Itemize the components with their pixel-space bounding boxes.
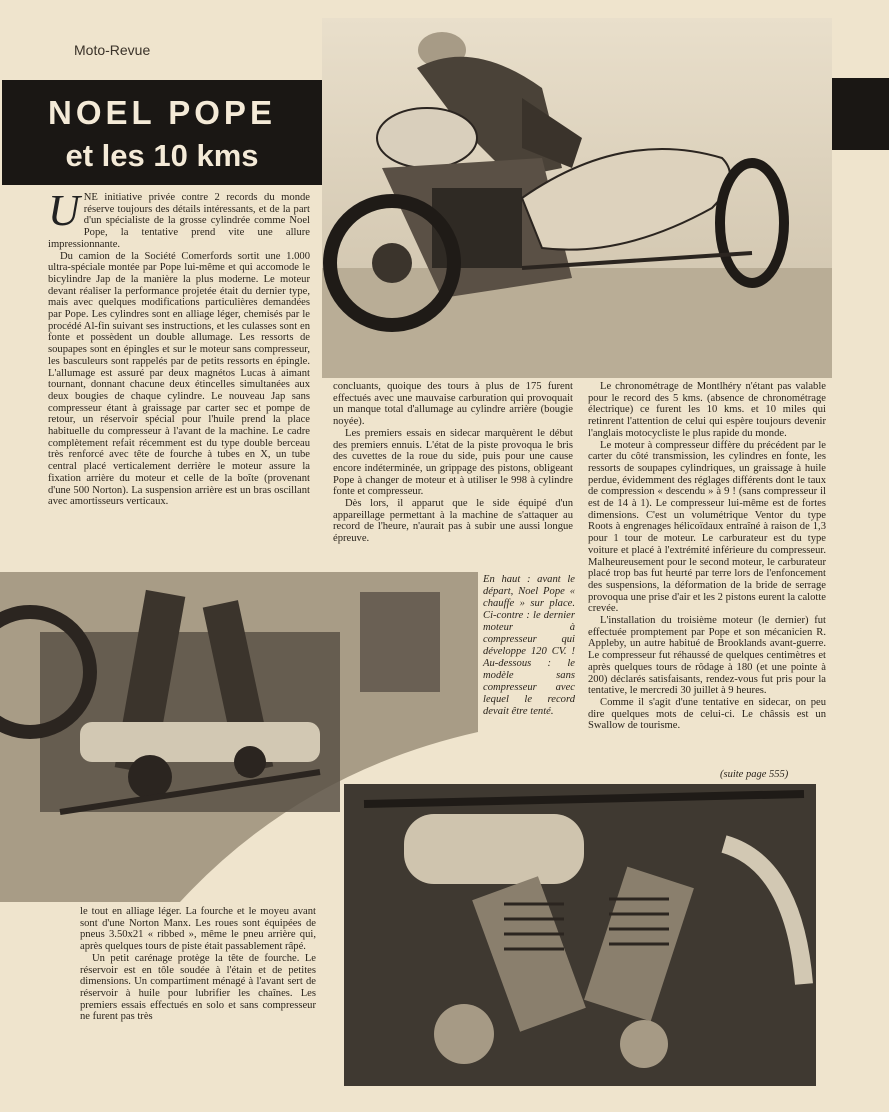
sidecar-photo [322,18,832,378]
text-column-2 [333,381,573,545]
paragraph: Le chronométrage de Montlhéry n'étant pas valable pour le record des 5 kms. (absence de chronométrage électrique) ce furent les 10 kms. et 10 miles qui retinrent l'attention de celui qui espère toujours devenir l'anglais motocycliste le plus rapide du monde. [588,381,826,439]
paragraph: Comme il s'agit d'une tentative en sidecar, on peu dire quelques mots de celui-ci. Le châssis est un Swallow de tourisme. [588,696,826,732]
caption-text: En haut : avant le départ, Noel Pope « chauffe » sur place. Ci-contre : le dernier moteur à compresseur qui développe 120 CV. ! Au-dessous : le modèle sans compresseur avec lequel le record devait être tenté. [483,574,575,717]
unsupercharged-engine-photo [344,784,816,1086]
drop-cap: U [48,186,80,235]
photo-caption [483,574,575,718]
running-head: Moto-Revue [74,42,151,58]
paragraph: L'installation du troisième moteur (le dernier) fut effectuée promptement par Pope et son mécanicien R. Appleby, un autre habitué de Brooklands avant-guerre. Le compresseur fut réhaussé de quelques centimètres et après quelques tours de rôdage à 180 (et une pointe à 200) déclarés satisfaisants, rendez-vous fut pris pour la tentative, le mercredi 30 juillet à 9 heures. [588,615,826,697]
paragraph: Le moteur à compresseur diffère du précédent par le carter du côté transmission, les cylindres en fonte, les ressorts de soupapes cylindriques, un graissage à huile perdue, évidemment des réglages différents dont le taux de compression « descendu » à 9 ! (sans compresseur il est de 14 à 1). Le compresseur lui-même est de fortes dimensions. C'est un volumétrique Ventor du type Roots à engrenages hélicoïdaux entraîné à raison de 1,3 pour 1 tour de moteur. Le carburateur est du type voiture et placé à l'extrémité inférieure du compresseur. Malheureusement pour le second moteur, le carburateur placé trop bas fut heurté par terre lors de l'enfoncement des suspensions, la déformation de la bride de serrage provoqua une prise d'air et les 2 pistons eurent la calotte crevée. [588,439,826,615]
paragraph: Les premiers essais en sidecar marquèrent le début des premiers ennuis. L'état de la piste provoqua le bris des cuvettes de la roue du side, puis pour une cause encore indéterminée, un grippage des pistons, obligeant Pope à changer de moteur et à utiliser le 998 à cylindre fonte et compresseur. [333,427,573,498]
text-column-3 [588,381,826,732]
paragraph: le tout en alliage léger. La fourche et le moyeu avant sont d'une Norton Manx. Les roues sont équipées de pneus 3.50x21 « ribbed », même le pneu arrière qui, après quelques tours de piste était passablement râpé. [80,906,316,953]
paragraph: Dès lors, il apparut que le side équipé d'un appareillage permettant à la machine de s'attaquer au record de l'heure, n'aurait pas à subir une aussi longue épreuve. [333,498,573,545]
paragraph: Du camion de la Société Comerfords sortit une 1.000 ultra-spéciale montée par Pope lui-même et qui accomode le bicylindre Jap de la manière la plus moderne. Le moteur devant réaliser la performance projetée était du dernier type, mais avec quelques modifications particulières demandées par Pope. Les cylindres sont en alliage léger, chemisés par le procédé Al-fin suivant ses instructions, et les culasses sont en fonte et possèdent un double allumage. Les ressorts de soupapes sont en épingles et sur le moteur sans compresseur, les basculeurs sont rappelés par de petits ressorts en épingle. L'allumage est assuré par deux magnétos Lucas à aimant tournant, donnant chacune deux étincelles simultanées aux deux bougies de chaque cylindre. Le nouveau Jap sans compresseur étant à graissage par carter sec et pompe de retour, un réservoir spécial pour l'huile prend la place habituelle du compresseur à l'avant de la machine. Le cadre complètement refait récemment est du type double berceau très renforcé avec tête de fourche à tubes en X, un tube central placé verticalement derrière le moteur assure la fixation arrière du moteur et celle de la boîte (provenant d'une 500 Norton). La suspension arrière est un bras oscillant avec amortisseurs verticaux. [48,250,310,508]
article-subtitle: et les 10 kms [65,138,259,173]
continued-note: (suite page 555) [720,769,789,780]
paragraph: Un petit carénage protège la tête de fourche. Le réservoir est en tôle soudée à l'étain et de petites dimensions. Un compartiment ménagé à l'avant sert de réservoir à huile pour lubrifier les chaînes. Les premiers essais effectués en solo et sans compresseur ne furent pas très [80,952,316,1023]
text-column-4 [80,906,316,1023]
edge-tab [826,78,889,150]
paragraph: concluants, quoique des tours à plus de 175 furent effectués avec une mauvaise carburation qui provoquait un manque total d'allumage au cylindre arrière (bougie noyée). [333,381,573,428]
article-title: NOEL POPE [48,94,276,131]
paragraph: NE initiative privée contre 2 records du monde réserve toujours des détails intéressants, et de la part d'un spécialiste de la grosse cylindrée comme Noel Pope, la tentative prend vite une allure impressionnante. [48,192,310,250]
text-column-1 [48,186,310,508]
title-box [2,80,322,185]
